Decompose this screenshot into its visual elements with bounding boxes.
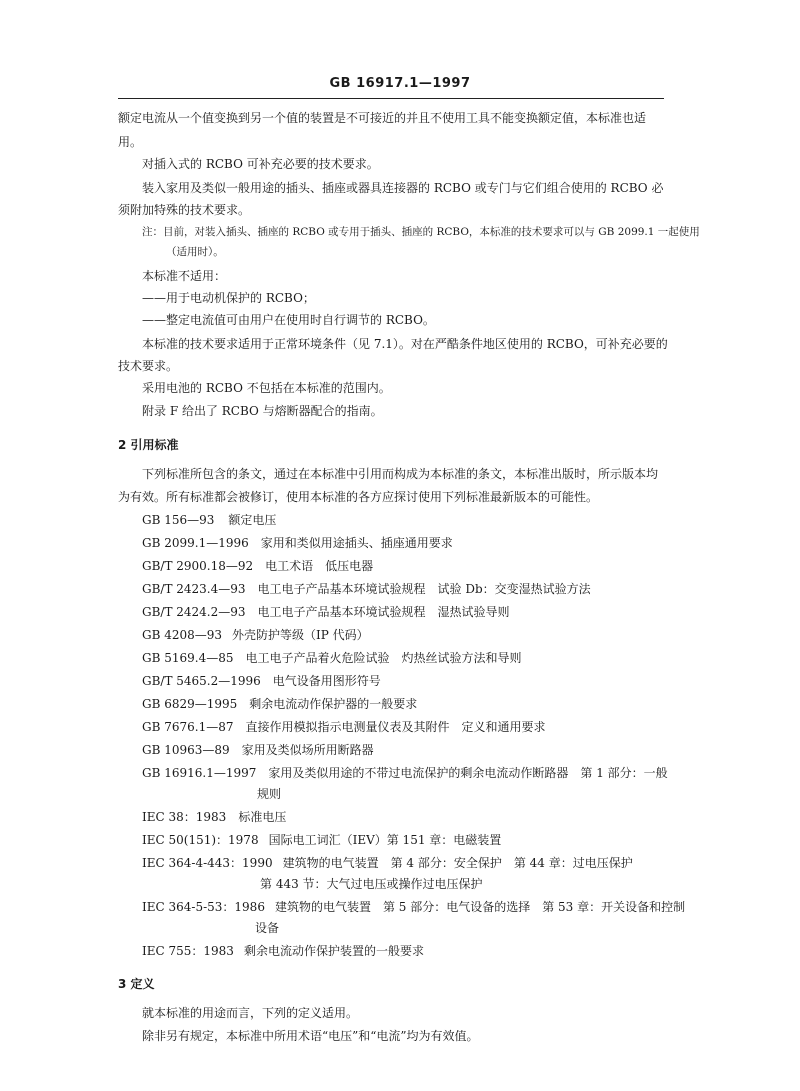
reference-item (142, 719, 546, 735)
section-3-paragraph-2: 除非另有规定，本标准中所用术语“电压”和“电流”均为有效值。 (142, 1029, 479, 1043)
reference-code: GB 2099.1—1996 (142, 536, 249, 550)
reference-item (142, 832, 501, 848)
reference-item-continuation (260, 876, 483, 892)
reference-item (142, 535, 453, 551)
page-header-standard-number: GB 16917.1—1997 (329, 76, 471, 91)
reference-title-continued: 规则 (257, 787, 282, 801)
reference-title: 国际电工词汇（IEV）第 151 章：电磁装置 (268, 833, 502, 847)
paragraph-2: 对插入式的 RCBO 可补充必要的技术要求。 (142, 157, 379, 171)
reference-code: IEC 38：1983 (142, 810, 227, 824)
reference-code: IEC 364-4-443：1990 (142, 856, 273, 870)
reference-item-continuation (257, 786, 281, 802)
header-rule (118, 98, 664, 99)
reference-code: GB/T 5465.2—1996 (142, 674, 261, 688)
reference-item (142, 765, 668, 781)
reference-title: 剩余电流动作保护器的一般要求 (249, 697, 418, 711)
reference-item (142, 558, 373, 574)
reference-title: 电工术语 低压电器 (265, 559, 374, 573)
reference-code: GB/T 2424.2—93 (142, 605, 246, 619)
reference-item (142, 673, 381, 689)
section-3-paragraph-1: 就本标准的用途而言，下列的定义适用。 (142, 1006, 359, 1020)
reference-title: 电工电子产品着火危险试验 灼热丝试验方法和导则 (245, 651, 522, 665)
reference-title: 电气设备用图形符号 (272, 674, 381, 688)
reference-item (142, 581, 591, 597)
reference-item-continuation (255, 920, 279, 936)
section-2-intro-line-2: 为有效。所有标准都会被修订，使用本标准的各方应探讨使用下列标准最新版本的可能性。 (118, 490, 599, 504)
reference-item (142, 627, 369, 643)
reference-item (142, 742, 374, 758)
paragraph-1-line-1: 额定电流从一个值变换到另一个值的装置是不可接近的并且不使用工具不能变换额定值，本标准也适 (118, 111, 647, 125)
paragraph-4: 本标准不适用： (142, 269, 227, 283)
reference-code: GB/T 2900.18—92 (142, 559, 254, 573)
paragraph-5-line-2: 技术要求。 (118, 359, 179, 373)
reference-title: 家用及类似场所用断路器 (241, 743, 374, 757)
reference-code: IEC 364-5-53：1986 (142, 900, 265, 914)
reference-title: 电工电子产品基本环境试验规程 试验 Db：交变湿热试验方法 (257, 582, 591, 596)
reference-code: GB 16916.1—1997 (142, 766, 257, 780)
paragraph-1-line-2: 用。 (118, 135, 143, 149)
reference-code: GB/T 2423.4—93 (142, 582, 246, 596)
paragraph-6: 采用电池的 RCBO 不包括在本标准的范围内。 (142, 381, 391, 395)
reference-title: 额定电压 (228, 513, 277, 527)
reference-item (142, 512, 276, 528)
reference-item (142, 696, 417, 712)
reference-code: GB 5169.4—85 (142, 651, 234, 665)
reference-code: GB 156—93 (142, 513, 215, 527)
section-2-heading: 2 引用标准 (118, 438, 179, 452)
reference-item (142, 809, 286, 825)
note-line-2: （适用时）。 (166, 246, 224, 258)
reference-title-continued: 第 443 节：大气过电压或操作过电压保护 (260, 877, 483, 891)
reference-title: 标准电压 (238, 810, 287, 824)
reference-code: GB 10963—89 (142, 743, 230, 757)
reference-item (142, 943, 424, 959)
reference-item (142, 650, 522, 666)
reference-title: 家用及类似用途的不带过电流保护的剩余电流动作断路器 第 1 部分：一般 (268, 766, 668, 780)
reference-item (142, 899, 685, 915)
reference-code: GB 7676.1—87 (142, 720, 234, 734)
section-3-heading: 3 定义 (118, 977, 155, 991)
reference-title: 剩余电流动作保护装置的一般要求 (243, 944, 424, 958)
reference-code: IEC 50(151)：1978 (142, 833, 259, 847)
reference-code: GB 6829—1995 (142, 697, 238, 711)
reference-title-continued: 设备 (255, 921, 280, 935)
dash-item-2: ——整定电流值可由用户在使用时自行调节的 RCBO。 (142, 313, 435, 327)
paragraph-3-line-2: 须附加特殊的技术要求。 (118, 203, 251, 217)
reference-title: 家用和类似用途插头、插座通用要求 (260, 536, 453, 550)
dash-item-1: ——用于电动机保护的 RCBO； (142, 291, 315, 305)
reference-title: 建筑物的电气装置 第 5 部分：电气设备的选择 第 53 章：开关设备和控制 (274, 900, 686, 914)
paragraph-3-line-1: 装入家用及类似一般用途的插头、插座或器具连接器的 RCBO 或专门与它们组合使用的 RCBO 必 (142, 181, 664, 195)
reference-item (142, 855, 633, 871)
paragraph-7: 附录 F 给出了 RCBO 与熔断器配合的指南。 (142, 404, 383, 418)
reference-title: 建筑物的电气装置 第 4 部分：安全保护 第 44 章：过电压保护 (282, 856, 633, 870)
reference-item (142, 604, 510, 620)
reference-title: 电工电子产品基本环境试验规程 湿热试验导则 (257, 605, 510, 619)
note-line-1: 注：目前，对装入插头、插座的 RCBO 或专用于插头、插座的 RCBO，本标准的技术要求可以与 GB 2099.1 一起使用 (142, 226, 700, 238)
reference-code: IEC 755：1983 (142, 944, 234, 958)
section-2-intro-line-1: 下列标准所包含的条文，通过在本标准中引用而构成为本标准的条文，本标准出版时，所示版本均 (142, 467, 659, 481)
reference-code: GB 4208—93 (142, 628, 223, 642)
reference-title: 外壳防护等级（IP 代码） (232, 628, 369, 642)
paragraph-5-line-1: 本标准的技术要求适用于正常环境条件（见 7.1）。对在严酷条件地区使用的 RCBO，可补充必要的 (142, 337, 668, 351)
reference-title: 直接作用模拟指示电测量仪表及其附件 定义和通用要求 (245, 720, 546, 734)
